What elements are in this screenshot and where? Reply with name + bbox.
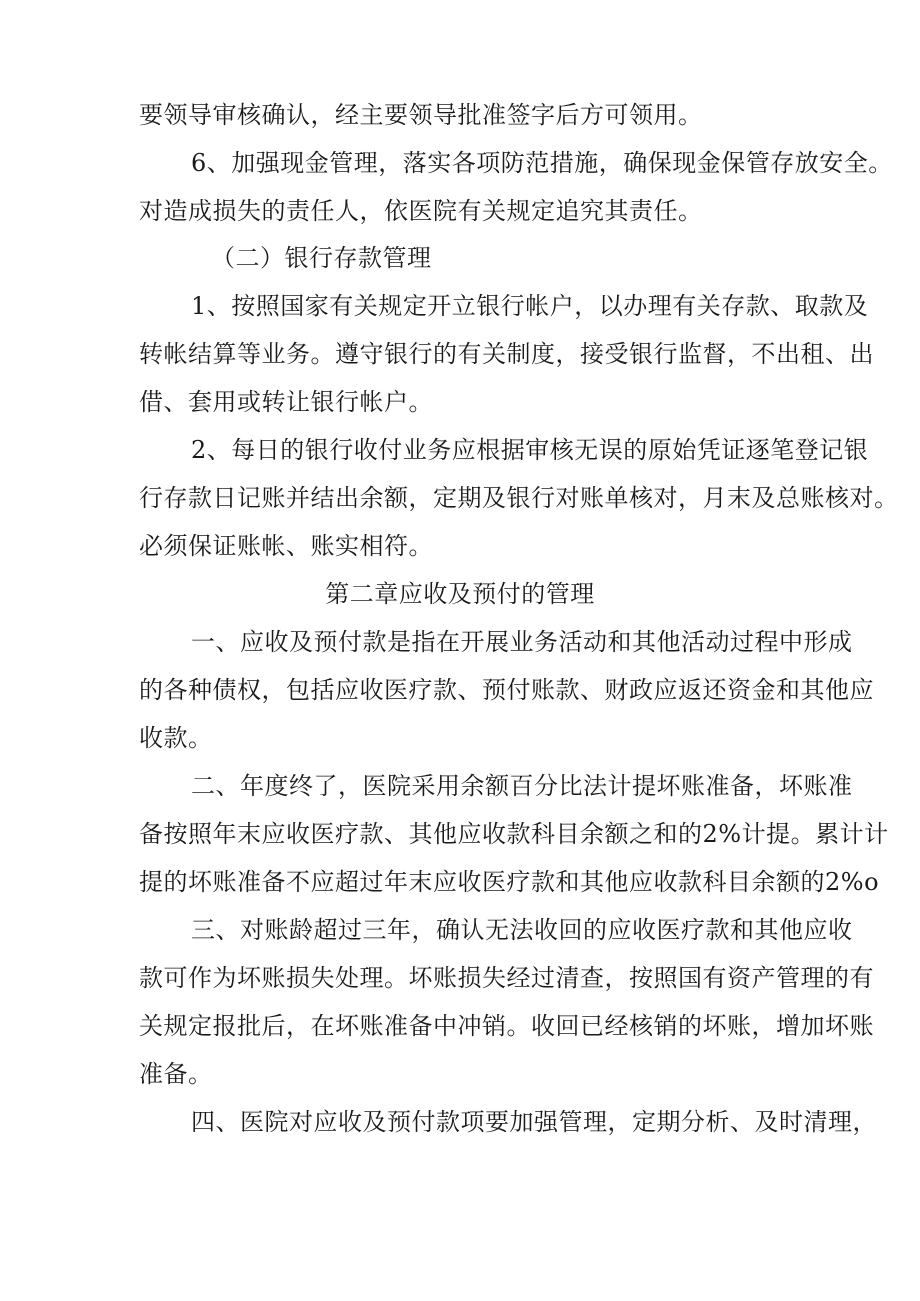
text-line: 的各种债权，包括应收医疗款、预付账款、财政应返还资金和其他应 — [139, 676, 874, 704]
section-heading-bank-deposit: （二）银行存款管理 — [211, 244, 432, 272]
text-line: 款可作为坏账损失处理。坏账损失经过清查，按照国有资产管理的有 — [139, 964, 874, 992]
text-line: 关规定报批后，在坏账准备中冲销。收回已经核销的坏账，增加坏账 — [139, 1012, 874, 1040]
clause-1-line: 一、应收及预付款是指在开展业务活动和其他活动过程中形成 — [191, 628, 853, 656]
chapter-title: 第二章应收及预付的管理 — [325, 580, 595, 608]
text-line: 准备。 — [139, 1060, 213, 1088]
text-line: 行存款日记账并结出余额，定期及银行对账单核对，月末及总账核对。 — [139, 484, 899, 512]
text-line: 借、套用或转让银行帐户。 — [139, 388, 433, 416]
paragraph-6-line: 6、加强现金管理，落实各项防范措施，确保现金保管存放安全。 — [191, 149, 893, 177]
text-line: 收款。 — [139, 724, 213, 752]
clause-3-line: 三、对账龄超过三年，确认无法收回的应收医疗款和其他应收 — [191, 916, 853, 944]
clause-4-line: 四、医院对应收及预付款项要加强管理，定期分析、及时清理， — [191, 1108, 877, 1136]
paragraph-2-line: 2、每日的银行收付业务应根据审核无误的原始凭证逐笔登记银 — [191, 436, 869, 464]
text-line: 提的坏账准备不应超过年末应收医疗款和其他应收款科目余额的2%o — [139, 868, 880, 896]
text-line: 要领导审核确认，经主要领导批准签字后方可领用。 — [139, 101, 703, 129]
text-line: 转帐结算等业务。遵守银行的有关制度，接受银行监督，不出租、出 — [139, 340, 874, 368]
text-line: 备按照年末应收医疗款、其他应收款科目余额之和的2%计提。累计计 — [139, 820, 889, 848]
text-line: 对造成损失的责任人，依医院有关规定追究其责任。 — [139, 197, 703, 225]
clause-2-line: 二、年度终了，医院采用余额百分比法计提坏账准备，坏账准 — [191, 772, 853, 800]
paragraph-1-line: 1、按照国家有关规定开立银行帐户，以办理有关存款、取款及 — [191, 292, 869, 320]
text-line: 必须保证账帐、账实相符。 — [139, 532, 433, 560]
